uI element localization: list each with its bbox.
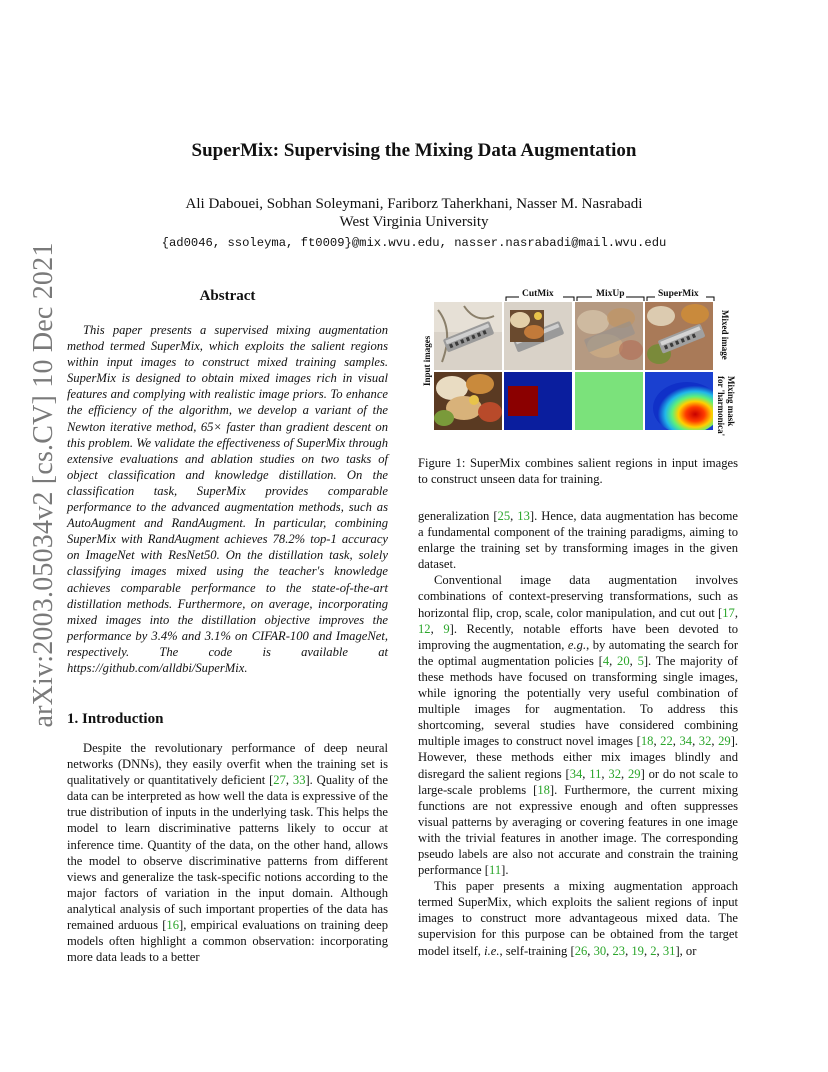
citation-link[interactable]: 20 [617, 653, 630, 668]
text-run: , [711, 734, 719, 749]
text-run: generalization [ [418, 509, 498, 523]
text-run: , [601, 766, 609, 781]
right-paragraph-3 [418, 878, 738, 958]
text-run: ] or do not scale to large-scale problems [ [418, 766, 739, 797]
supermix-mixed-image [645, 302, 713, 370]
citation-link[interactable]: 34 [679, 734, 693, 749]
text-run: , [510, 509, 518, 523]
cutmix-mask [504, 372, 572, 430]
abstract-text: This paper presents a supervised mixing augmentation method termed SuperMix, which exploits the salient regions within input images to construct mixed training samples. SuperMix is designed to obtain mixed images rich in visual features and complying with realistic image priors. To enhance the efficiency of the algorithm, we develop a variant of the Newton iterative method, 65× faster than gradient descent on this problem. We validate the effectiveness of SuperMix through extensive evaluations and ablation studies on two tasks of object classification and knowledge distillation. On the classification task, SuperMix provides comparable performance to the advanced augmentation methods, such as AutoAugment and RandAugment. In particular, combining SuperMix with RandAugment achieves 78.2% top-1 accuracy on ImageNet with ResNet50. On the distillation task, solely classifying images mixed using the teacher's knowledge achieves comparable performance to the state-of-the-art distillation methods. Furthermore, on average, incorporating mixed images into the distillation objective improves the performance by 3.4% and 3.1% on CIFAR-100 and ImageNet, respectively. The code is available at https://github.com/alldbi/SuperMix. [67, 323, 388, 675]
figure-1 [418, 288, 738, 448]
right-paragraph-2 [418, 572, 738, 878]
figure-1-caption: Figure 1: SuperMix combines salient regions in input images to construct unseen data for training. [418, 456, 738, 487]
citation-link[interactable]: 11 [589, 766, 602, 781]
text-run: , [430, 621, 444, 636]
text-run: e.g. [567, 637, 587, 652]
right-paragraph-1 [418, 508, 738, 572]
text-run: , [285, 773, 293, 788]
citation-link[interactable]: 33 [292, 773, 306, 788]
column-label-cutmix: CutMix [522, 289, 554, 299]
citation-link[interactable]: 26 [574, 943, 588, 958]
text-run: , [620, 766, 628, 781]
introduction-body [67, 740, 388, 965]
citation-link[interactable]: 30 [593, 943, 607, 958]
citation-link[interactable]: 32 [698, 734, 712, 749]
citation-link[interactable]: 16 [166, 918, 179, 933]
text-run: , [653, 734, 661, 749]
abstract-body [67, 322, 388, 676]
supermix-mask [645, 372, 713, 430]
cutmix-mixed-image [504, 302, 572, 370]
citation-link[interactable]: 17 [722, 605, 735, 620]
text-run: , [587, 943, 594, 958]
text-run: , [672, 734, 680, 749]
author-emails: {ad0046, ssoleyma, ft0009}@mix.wvu.edu, nasser.nasrabadi@mail.wvu.edu [161, 236, 667, 250]
text-run: , [734, 605, 738, 620]
text-run: , [609, 653, 618, 668]
citation-link[interactable]: 18 [537, 782, 550, 797]
citation-link[interactable]: 32 [608, 766, 621, 781]
citation-link[interactable]: 31 [662, 943, 676, 958]
text-run: ]. [501, 863, 509, 878]
citation-link[interactable]: 5 [637, 653, 644, 668]
citation-link[interactable]: 13 [517, 509, 530, 523]
text-run: ]. The majority of these methods have focused on transforming single images, while ignoring the potentially very useful combination of multiple images for augmentation. To address this shortcoming, several studies have considered combining multiple images to construct novel images [ [418, 653, 739, 749]
text-run: ]. Recently, notable efforts have been devoted to improving the augmentation, [418, 621, 739, 652]
input-image-food [434, 372, 502, 440]
section-heading-introduction: 1. Introduction [67, 711, 164, 727]
text-run: This paper presents a mixing augmentation approach termed SuperMix, which exploits the salient regions of input images to construct more advantageous mixed data. The supervision for this purpose can be obtained from the target model itself, [418, 879, 738, 958]
text-run: , [692, 734, 699, 749]
mixing-mask-label [716, 376, 736, 436]
mixed-image-label: Mixed image [720, 310, 730, 360]
text-run: , [629, 653, 638, 668]
citation-link[interactable]: 2 [650, 943, 657, 958]
mixing-mask-label-line2: for 'harmonica' [716, 376, 726, 437]
text-run: Despite the revolutionary performance of deep neural networks (DNNs), they easily overfit when the training set is qualitatively or quantitatively deficient [ [67, 741, 388, 788]
paper-title: SuperMix: Supervising the Mixing Data Augmentation [191, 140, 637, 161]
column-label-mixup: MixUp [596, 289, 625, 299]
citation-link[interactable]: 29 [627, 766, 641, 781]
text-run: , [582, 766, 590, 781]
text-run: ]. Hence, data augmentation has become a fundamental component of the training paradigms, aiming to enlarge the training set by transforming images in the given dataset. [418, 509, 738, 572]
text-run: Conventional image data augmentation involves combinations of context-preserving transformations, such as horizontal flip, crop, scale, color manipulation, and cut out [ [418, 573, 738, 620]
text-run: ], empirical evaluations on training deep models often highlight a common observation: incorporating more data leads to a better [67, 918, 388, 965]
text-run: ]. However, these methods either mix images blindly and disregard the salient regions [ [418, 734, 739, 781]
text-run: , [606, 943, 613, 958]
text-run: , [643, 943, 651, 958]
input-image-harmonica [434, 302, 502, 370]
text-run: , [656, 943, 663, 958]
mixup-mask [575, 372, 643, 430]
text-run: ]. Furthermore, the current mixing functions are not expressive enough and often suppresses visual patterns by averaging or covering features in one image with the trivial features in another image. The corresponding pseudo labels are also not accurate and constrain the training performance [ [418, 782, 738, 878]
text-run: , by automating the search for the optimal augmentation policies [ [418, 637, 739, 668]
citation-link[interactable]: 19 [631, 943, 644, 958]
affiliation: West Virginia University [339, 214, 489, 230]
mixing-mask-label-line1: Mixing mask [726, 376, 736, 427]
text-run: , self-training [ [499, 943, 575, 958]
citation-link[interactable]: 23 [612, 943, 626, 958]
text-run: , [625, 943, 632, 958]
citation-link[interactable]: 29 [718, 734, 731, 749]
citation-link[interactable]: 25 [497, 509, 511, 523]
input-images-label: Input images [422, 335, 432, 386]
citation-link[interactable]: 22 [660, 734, 673, 749]
abstract-heading: Abstract [199, 288, 256, 304]
citation-link[interactable]: 34 [569, 766, 583, 781]
author-list: Ali Dabouei, Sobhan Soleymani, Fariborz Taherkhani, Nasser M. Nasrabadi [185, 196, 643, 212]
citation-link[interactable]: 27 [273, 773, 286, 788]
arxiv-id: arXiv:2003.05034v2 [cs.CV] 10 Dec 2021 [28, 242, 59, 728]
intro-paragraph-1 [67, 740, 388, 965]
right-column-body [418, 508, 738, 959]
citation-link[interactable]: 12 [418, 621, 431, 636]
citation-link[interactable]: 11 [488, 863, 502, 878]
citation-link[interactable]: 18 [640, 734, 654, 749]
text-run: ]. Quality of the data can be interpreted as how well the data is expressive of the true distribution of inputs in the underlying task. This helps the model to learn discriminative patterns likely to occur at inference time. Quantity of the data, on the other hand, allows the model to observe discriminative patterns from different views and generalize the task-specific notions according to the major factors of variation in the input domain. Although analytical analysis of such important properties of the data has remained arduous [ [67, 773, 388, 933]
text-run: i.e. [484, 943, 500, 958]
mixup-mixed-image [575, 302, 643, 370]
arxiv-stamp [24, 242, 64, 728]
citation-link[interactable]: 9 [443, 621, 450, 636]
column-label-supermix: SuperMix [658, 289, 699, 299]
citation-link[interactable]: 4 [602, 653, 610, 668]
text-run: ], or [675, 943, 697, 958]
